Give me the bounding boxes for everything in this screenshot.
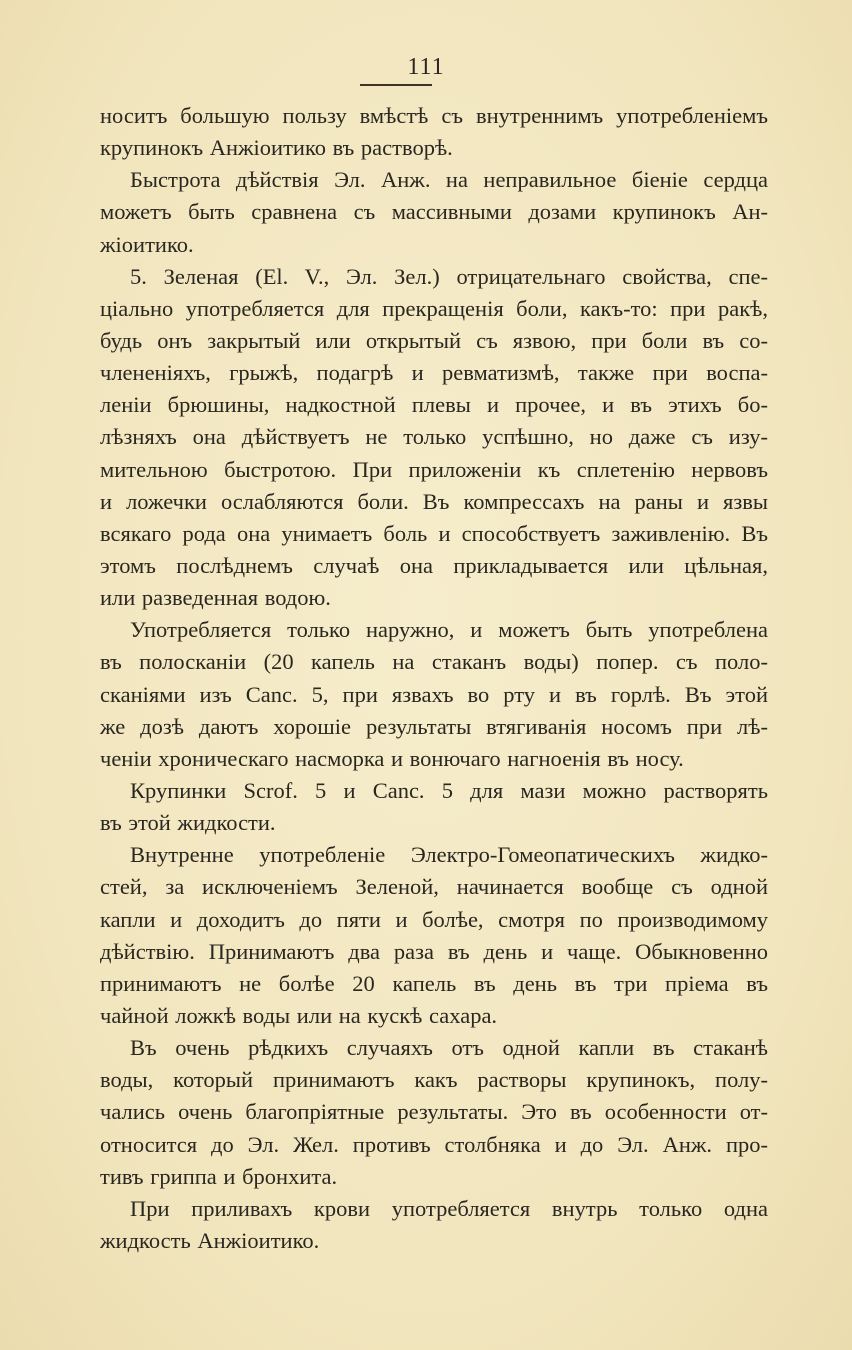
text-line: или разведенная водою. bbox=[100, 585, 331, 611]
page-number: 111 bbox=[407, 54, 445, 80]
text-line: тивъ гриппа и бронхита. bbox=[100, 1163, 338, 1189]
body-text bbox=[100, 100, 768, 1257]
text-line: капли и доходитъ до пяти и болѣе, смотря по производимому bbox=[100, 906, 768, 932]
text-line: чались очень благопріятные результаты. Это въ особенности от- bbox=[100, 1099, 768, 1125]
text-line: лѣзняхъ она дѣйствуетъ не только успѣшно, но даже съ изу- bbox=[100, 424, 768, 450]
text-line: носитъ большую пользу вмѣстѣ съ внутреннимъ употребленіемъ bbox=[100, 103, 768, 128]
text-line: въ этой жидкости. bbox=[100, 810, 276, 836]
text-line: 5. Зеленая (El. V., Эл. Зел.) отрицательнаго свойства, спе- bbox=[130, 263, 768, 289]
text-line: можетъ быть сравнена съ массивными дозами крупинокъ Ан- bbox=[100, 199, 768, 225]
text-line: дѣйствію. Принимаютъ два раза въ день и чаще. Обыкновенно bbox=[100, 938, 768, 964]
text-line: мительною быстротою. При приложеніи къ сплетенію нервовъ bbox=[100, 456, 768, 482]
text-line: этомъ послѣднемъ случаѣ она прикладывается или цѣльная, bbox=[100, 552, 768, 578]
text-line: Внутренне употребленіе Электро-Гомеопатическихъ жидко- bbox=[130, 842, 768, 868]
text-line: относится до Эл. Жел. противъ столбняка и до Эл. Анж. про- bbox=[100, 1131, 768, 1157]
text-line: Крупинки Scrof. 5 и Canc. 5 для мази можно растворять bbox=[130, 777, 768, 803]
text-line: ціально употребляется для прекращенія боли, какъ-то: при ракѣ, bbox=[100, 295, 768, 321]
text-line: леніи брюшины, надкостной плевы и прочее, и въ этихъ бо- bbox=[100, 392, 768, 418]
text-line: чайной ложкѣ воды или на кускѣ сахара. bbox=[100, 1002, 498, 1028]
text-line: Въ очень рѣдкихъ случаяхъ отъ одной капли въ стаканѣ bbox=[130, 1035, 768, 1061]
text-line: всякаго рода она унимаетъ боль и способствуетъ заживленію. Въ bbox=[100, 520, 768, 546]
text-line: стей, за исключеніемъ Зеленой, начинается вообще съ одной bbox=[100, 874, 768, 900]
text-line: члененіяхъ, грыжѣ, подагрѣ и ревматизмѣ, также при воспа- bbox=[100, 360, 768, 386]
text-line: будь онъ закрытый или открытый съ язвою, при боли въ со- bbox=[100, 327, 768, 353]
text-line: въ полосканіи (20 капель на стаканъ воды) попер. съ поло- bbox=[100, 649, 768, 675]
text-line: ченіи хроническаго насморка и вонючаго нагноенія въ носу. bbox=[100, 745, 684, 771]
text-line: жіоитико. bbox=[100, 231, 194, 257]
text-line: жидкость Анжіоитико. bbox=[100, 1227, 320, 1253]
text-line: и ложечки ослабляются боли. Въ компрессахъ на раны и язвы bbox=[100, 488, 768, 514]
text-line: принимаютъ не болѣе 20 капель въ день въ три пріема въ bbox=[100, 970, 768, 996]
text-line: же дозѣ даютъ хорошіе результаты втягиванія носомъ при лѣ- bbox=[100, 713, 768, 739]
text-line: Быстрота дѣйствія Эл. Анж. на неправильное біеніе сердца bbox=[130, 167, 768, 193]
header-rule bbox=[360, 84, 432, 86]
text-line: крупинокъ Анжіоитико въ растворѣ. bbox=[100, 135, 453, 161]
text-line: При приливахъ крови употребляется внутрь только одна bbox=[130, 1195, 768, 1221]
text-line: Употребляется только наружно, и можетъ быть употреблена bbox=[130, 617, 768, 643]
text-line: сканіями изъ Canc. 5, при язвахъ во рту и въ горлѣ. Въ этой bbox=[100, 681, 768, 707]
text-line: воды, который принимаютъ какъ растворы крупинокъ, полу- bbox=[100, 1067, 768, 1093]
